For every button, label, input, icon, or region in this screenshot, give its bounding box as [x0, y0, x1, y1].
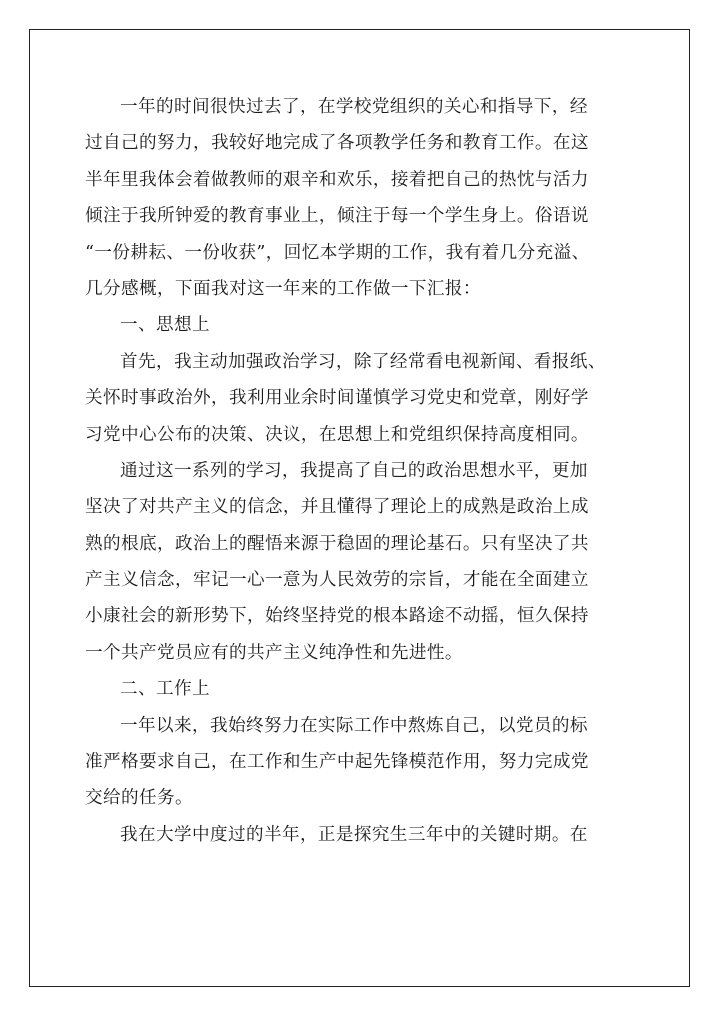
paragraph-2-line-2: 关怀时事政治外，我利用业余时间谨慎学习党史和党章，刚好学	[85, 388, 589, 409]
paragraph-4-line-3: 交给的任务。	[85, 788, 193, 809]
paragraph-1-line-6: 几分感概，下面我对这一年来的工作做一下汇报：	[85, 278, 481, 299]
paragraph-1-line-5: “一份耕耘、一份收获”，回忆本学期的工作，我有着几分充溢、	[85, 242, 590, 263]
document-body	[85, 89, 633, 853]
paragraph-1-line-1: 一年的时间很快过去了，在学校党组织的关心和指导下，经	[120, 97, 588, 117]
paragraph-1-line-4: 倾注于我所钟爱的教育事业上，倾注于每一个学生身上。俗语说	[85, 206, 589, 227]
paragraph-3-line-2: 坚决了对共产主义的信念，并且懂得了理论上的成熟是政治上成	[85, 497, 589, 518]
paragraph-5-line-1: 我在大学中度过的半年，正是探究生三年中的关键时期。在	[120, 824, 588, 845]
section-heading-ideology: 一、思想上	[120, 315, 210, 336]
paragraph-3-line-6: 一个共产党员应有的共产主义纯净性和先进性。	[85, 642, 463, 663]
paragraph-3-line-4: 产主义信念，牢记一心一意为人民效劳的宗旨，才能在全面建立	[85, 570, 589, 591]
paragraph-2-line-1: 首先，我主动加强政治学习，除了经常看电视新闻、看报纸、	[120, 351, 606, 372]
section-heading-work: 二、工作上	[120, 679, 210, 700]
paragraph-1-line-2: 过自己的努力，我较好地完成了各项教学任务和教育工作。在这	[85, 133, 589, 154]
paragraph-3-line-5: 小康社会的新形势下，始终坚持党的根本路途不动摇，恒久保持	[85, 606, 589, 627]
paragraph-4-line-1: 一年以来，我始终努力在实际工作中熬炼自己，以党员的标	[120, 715, 588, 736]
paragraph-2-line-3: 习党中心公布的决策、决议，在思想上和党组织保持高度相同。	[85, 424, 589, 445]
paragraph-3-line-1: 通过这一系列的学习，我提高了自己的政治思想水平，更加	[120, 460, 588, 481]
paragraph-4-line-2: 准严格要求自己，在工作和生产中起先锋模范作用，努力完成党	[85, 752, 589, 773]
paragraph-3-line-3: 熟的根底，政治上的醒悟来源于稳固的理论基石。只有坚决了共	[85, 533, 589, 554]
paragraph-1-line-3: 半年里我体会着做教师的艰辛和欢乐，接着把自己的热忱与活力	[85, 169, 589, 190]
